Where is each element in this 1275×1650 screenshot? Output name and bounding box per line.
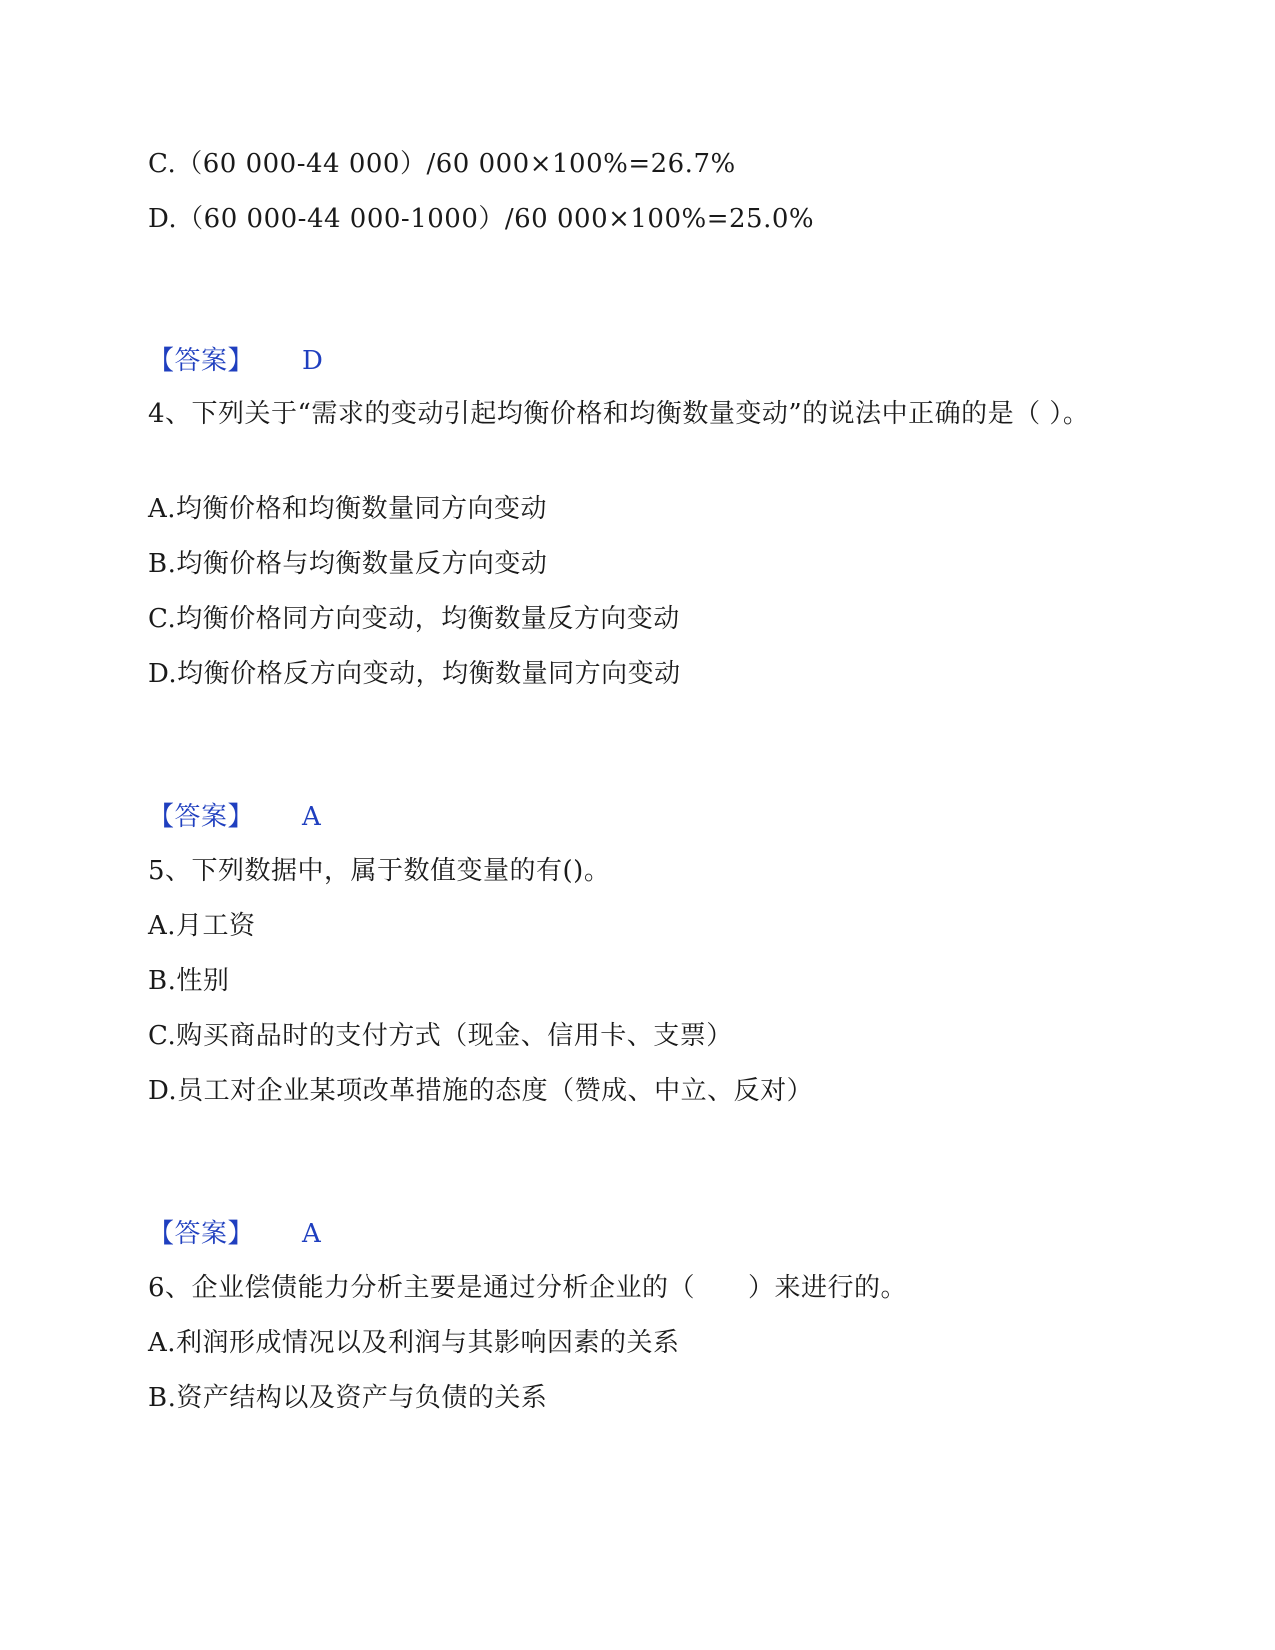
answer-label: 【答案】 <box>148 346 255 376</box>
q5-option-d: D.员工对企业某项改革措施的态度（赞成、中立、反对） <box>148 1076 814 1106</box>
q4-option-a: A.均衡价格和均衡数量同方向变动 <box>148 494 548 524</box>
q4-answer <box>148 799 321 835</box>
q5-option-b: B.性别 <box>148 966 230 996</box>
q3-answer <box>148 343 323 379</box>
q5-question: 5、下列数据中，属于数值变量的有()。 <box>148 856 611 886</box>
q3-option-c: C.（60 000-44 000）/60 000×100%=26.7% <box>148 149 736 179</box>
answer-label: 【答案】 <box>148 1219 255 1249</box>
answer-value: A <box>302 802 322 832</box>
answer-value: D <box>302 346 324 376</box>
q6-option-a: A.利润形成情况以及利润与其影响因素的关系 <box>148 1328 680 1358</box>
answer-label: 【答案】 <box>148 802 255 832</box>
q5-answer <box>148 1216 321 1252</box>
q5-option-a: A.月工资 <box>148 911 256 941</box>
q4-option-b: B.均衡价格与均衡数量反方向变动 <box>148 549 548 579</box>
q4-option-d: D.均衡价格反方向变动，均衡数量同方向变动 <box>148 659 681 689</box>
q5-option-c: C.购买商品时的支付方式（现金、信用卡、支票） <box>148 1021 733 1051</box>
q6-option-b: B.资产结构以及资产与负债的关系 <box>148 1383 548 1413</box>
q3-option-d: D.（60 000-44 000-1000）/60 000×100%=25.0% <box>148 204 815 234</box>
q6-question: 6、企业偿债能力分析主要是通过分析企业的（ ）来进行的。 <box>148 1273 908 1303</box>
q4-option-c: C.均衡价格同方向变动，均衡数量反方向变动 <box>148 604 680 634</box>
q4-question: 4、下列关于“需求的变动引起均衡价格和均衡数量变动”的说法中正确的是（ ）。 <box>148 399 1090 429</box>
answer-value: A <box>302 1219 322 1249</box>
